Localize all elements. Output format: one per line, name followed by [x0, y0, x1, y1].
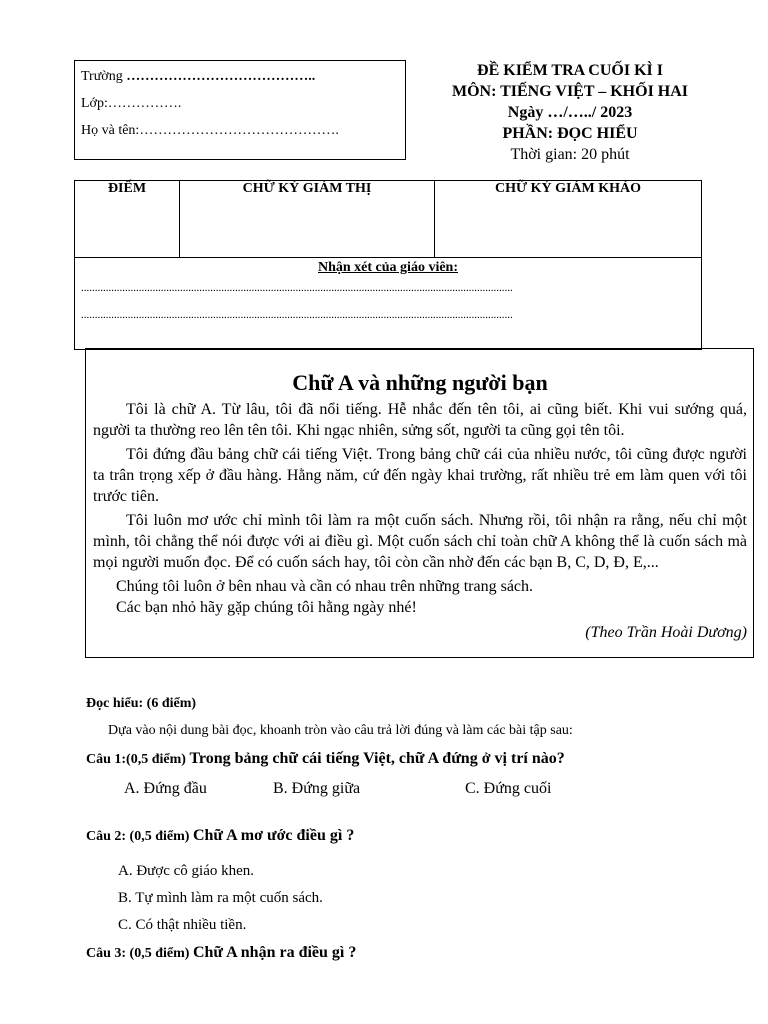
section-title: Đọc hiểu: (6 điểm)	[86, 696, 197, 711]
exam-header	[420, 60, 720, 166]
story-paragraph-3: Tôi luôn mơ ước chỉ mình tôi làm ra một cuốn sách. Nhưng rồi, tôi nhận ra rằng, nếu chỉ một mình, tôi chẳng thể nói được với ai điều gì. Một cuốn sách chỉ toàn chữ A không thể là cuốn sách mà mọi người muốn đọc. Để có cuốn sách hay, tôi còn cần nhờ đến các bạn B, C, D, Đ, E,...	[93, 512, 747, 571]
exam-subject: MÔN: TIẾNG VIỆT – KHỐI HAI	[451, 83, 689, 100]
question-1-label: Câu 1:(0,5 điểm)	[86, 752, 186, 767]
school-label: Trường	[81, 69, 123, 84]
story-paragraph-5: Các bạn nhỏ hãy gặp chúng tôi hằng ngày nhé!	[116, 599, 417, 616]
comment-dots-line-2: .............................................................................................................................................................	[81, 309, 513, 321]
q1-option-b[interactable]: B. Đứng giữa	[273, 780, 361, 797]
question-3-text: Chữ A nhận ra điều gì ?	[192, 944, 357, 961]
question-1-text: Trong bảng chữ cái tiếng Việt, chữ A đứng ở vị trí nào?	[189, 750, 565, 767]
q2-option-b[interactable]: B. Tự mình làm ra một cuốn sách.	[118, 890, 323, 906]
teacher-comment-title: Nhận xét của giáo viên:	[318, 260, 458, 275]
story-box	[85, 348, 754, 658]
student-info-box	[74, 60, 406, 160]
question-2-text: Chữ A mơ ước điều gì ?	[192, 827, 355, 844]
question-3	[86, 944, 356, 962]
q2-option-c[interactable]: C. Có thật nhiều tiền.	[118, 917, 247, 933]
class-line: Lớp:…………….	[81, 96, 182, 111]
story-author: (Theo Trần Hoài Dương)	[585, 624, 747, 641]
exam-title: ĐỀ KIỂM TRA CUỐI KÌ I	[477, 62, 663, 79]
question-2-label: Câu 2: (0,5 điểm)	[86, 829, 190, 844]
story-title: Chữ A và những người bạn	[292, 370, 548, 395]
q2-option-a[interactable]: A. Được cô giáo khen.	[118, 863, 255, 879]
examiner-signature-column: CHỮ KÝ GIÁM KHẢO	[435, 181, 702, 258]
score-column: ĐIỂM	[75, 181, 180, 258]
school-dots: …………………………………..	[126, 69, 316, 84]
q1-option-a[interactable]: A. Đứng đầu	[124, 780, 207, 797]
proctor-signature-column: CHỮ KÝ GIÁM THỊ	[180, 181, 435, 258]
instruction-text: Dựa vào nội dung bài đọc, khoanh tròn vào câu trả lời đúng và làm các bài tập sau:	[108, 723, 573, 738]
question-1	[86, 750, 565, 768]
exam-part: PHẦN: ĐỌC HIỂU	[502, 125, 638, 142]
school-line	[81, 63, 405, 90]
q1-option-c[interactable]: C. Đứng cuối	[465, 780, 552, 797]
name-line: Họ và tên:…………………………………….	[81, 123, 339, 138]
comment-dots-line-1: .............................................................................................................................................................	[81, 282, 513, 294]
exam-duration: Thời gian: 20 phút	[510, 146, 630, 163]
question-3-label: Câu 3: (0,5 điểm)	[86, 946, 190, 961]
story-paragraph-4: Chúng tôi luôn ở bên nhau và cần có nhau trên những trang sách.	[116, 578, 534, 595]
story-paragraph-1: Tôi là chữ A. Từ lâu, tôi đã nổi tiếng. Hễ nhắc đến tên tôi, ai cũng biết. Khi vui sướng quá, người ta thường reo lên tên tôi. Khi ngạc nhiên, sửng sốt, người ta cũng gọi tên tôi.	[93, 401, 747, 439]
teacher-comment-cell	[75, 258, 702, 350]
score-table	[74, 180, 702, 350]
exam-date: Ngày …/…../ 2023	[507, 104, 633, 121]
question-2	[86, 827, 354, 845]
story-paragraph-2: Tôi đứng đầu bảng chữ cái tiếng Việt. Trong bảng chữ cái của nhiều nước, tôi cũng được người ta trân trọng xếp ở đầu hàng. Hằng năm, cứ đến ngày khai trường, rất nhiều trẻ em làm quen với tôi trước tiên.	[93, 446, 747, 505]
